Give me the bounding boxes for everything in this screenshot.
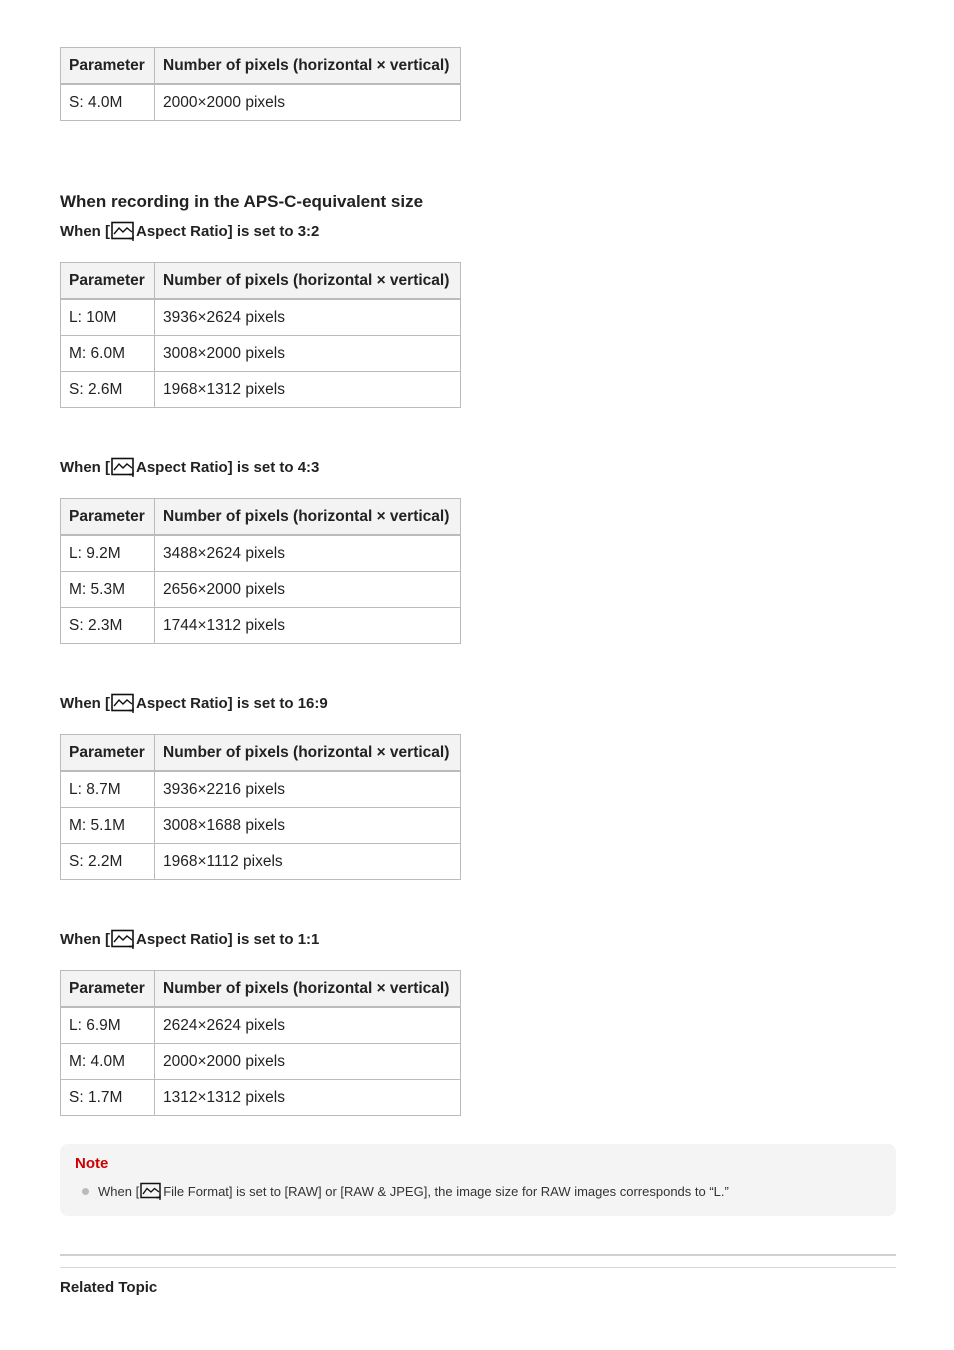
note-item-text: File Format] is set to [RAW] or [RAW & JPEG], the image size for RAW images corresponds to “L.” <box>163 1183 729 1199</box>
image-size-table-3-2 <box>60 262 461 408</box>
column-header-parameter: Parameter <box>61 499 155 536</box>
pixels-cell: 1968×1312 pixels <box>155 372 461 408</box>
subheading-aspect-16-9 <box>60 693 328 713</box>
table-row <box>61 1044 461 1080</box>
related-topic-heading: Related Topic <box>60 1279 158 1296</box>
divider <box>60 1267 896 1268</box>
column-header-pixels: Number of pixels (horizontal × vertical) <box>155 735 461 772</box>
parameter-cell: S: 2.6M <box>61 372 155 408</box>
subheading-suffix: Aspect Ratio] is set to 3:2 <box>136 222 320 240</box>
subheading-aspect-4-3 <box>60 457 319 477</box>
bullet-icon <box>82 1188 89 1195</box>
column-header-parameter: Parameter <box>61 735 155 772</box>
still-image-icon <box>110 693 136 713</box>
still-image-icon <box>110 457 136 477</box>
still-image-icon <box>110 929 136 949</box>
column-header-pixels: Number of pixels (horizontal × vertical) <box>155 48 461 85</box>
note-item-prefix: When [ <box>98 1183 140 1199</box>
parameter-cell: M: 5.3M <box>61 572 155 608</box>
table-row <box>61 771 461 808</box>
still-image-icon <box>110 221 136 241</box>
subheading-prefix: When [ <box>60 930 110 948</box>
pixels-cell: 2000×2000 pixels <box>155 1044 461 1080</box>
subheading-aspect-3-2 <box>60 221 319 241</box>
subheading-prefix: When [ <box>60 458 110 476</box>
image-size-table-16-9 <box>60 734 461 880</box>
pixels-cell: 1744×1312 pixels <box>155 608 461 644</box>
image-size-table-top <box>60 47 461 121</box>
subheading-suffix: Aspect Ratio] is set to 16:9 <box>136 694 328 712</box>
image-size-table-1-1 <box>60 970 461 1116</box>
pixels-cell: 3488×2624 pixels <box>155 535 461 572</box>
table-row <box>61 336 461 372</box>
parameter-cell: S: 4.0M <box>61 84 155 121</box>
parameter-cell: L: 6.9M <box>61 1007 155 1044</box>
pixels-cell: 2000×2000 pixels <box>155 84 461 121</box>
parameter-cell: L: 8.7M <box>61 771 155 808</box>
still-image-icon <box>139 1182 163 1200</box>
subheading-prefix: When [ <box>60 222 110 240</box>
subheading-prefix: When [ <box>60 694 110 712</box>
parameter-cell: L: 9.2M <box>61 535 155 572</box>
subheading-suffix: Aspect Ratio] is set to 4:3 <box>136 458 320 476</box>
parameter-cell: L: 10M <box>61 299 155 336</box>
table-header-row <box>61 735 461 772</box>
pixels-cell: 3008×1688 pixels <box>155 808 461 844</box>
table-header-row <box>61 971 461 1008</box>
table-header-row <box>61 499 461 536</box>
section-title-apsc: When recording in the APS-C-equivalent size <box>60 192 424 211</box>
column-header-parameter: Parameter <box>61 971 155 1008</box>
pixels-cell: 2656×2000 pixels <box>155 572 461 608</box>
parameter-cell: M: 5.1M <box>61 808 155 844</box>
column-header-pixels: Number of pixels (horizontal × vertical) <box>155 263 461 300</box>
divider <box>60 1254 896 1256</box>
pixels-cell: 3936×2624 pixels <box>155 299 461 336</box>
note-title: Note <box>75 1155 109 1172</box>
parameter-cell: M: 6.0M <box>61 336 155 372</box>
table-row <box>61 844 461 880</box>
table-row <box>61 808 461 844</box>
table-row <box>61 299 461 336</box>
pixels-cell: 1968×1112 pixels <box>155 844 461 880</box>
column-header-pixels: Number of pixels (horizontal × vertical) <box>155 499 461 536</box>
subheading-aspect-1-1 <box>60 929 319 949</box>
table-row <box>61 372 461 408</box>
parameter-cell: S: 2.3M <box>61 608 155 644</box>
table-row <box>61 1080 461 1116</box>
table-row <box>61 1007 461 1044</box>
subheading-suffix: Aspect Ratio] is set to 1:1 <box>136 930 320 948</box>
table-header-row <box>61 263 461 300</box>
parameter-cell: M: 4.0M <box>61 1044 155 1080</box>
pixels-cell: 3936×2216 pixels <box>155 771 461 808</box>
parameter-cell: S: 2.2M <box>61 844 155 880</box>
column-header-pixels: Number of pixels (horizontal × vertical) <box>155 971 461 1008</box>
pixels-cell: 1312×1312 pixels <box>155 1080 461 1116</box>
column-header-parameter: Parameter <box>61 48 155 85</box>
column-header-parameter: Parameter <box>61 263 155 300</box>
note-box <box>60 1144 896 1216</box>
parameter-cell: S: 1.7M <box>61 1080 155 1116</box>
pixels-cell: 2624×2624 pixels <box>155 1007 461 1044</box>
image-size-table-4-3 <box>60 498 461 644</box>
table-header-row <box>61 48 461 85</box>
pixels-cell: 3008×2000 pixels <box>155 336 461 372</box>
table-row <box>61 608 461 644</box>
note-item <box>82 1182 729 1200</box>
table-row <box>61 572 461 608</box>
table-row <box>61 84 461 121</box>
table-row <box>61 535 461 572</box>
